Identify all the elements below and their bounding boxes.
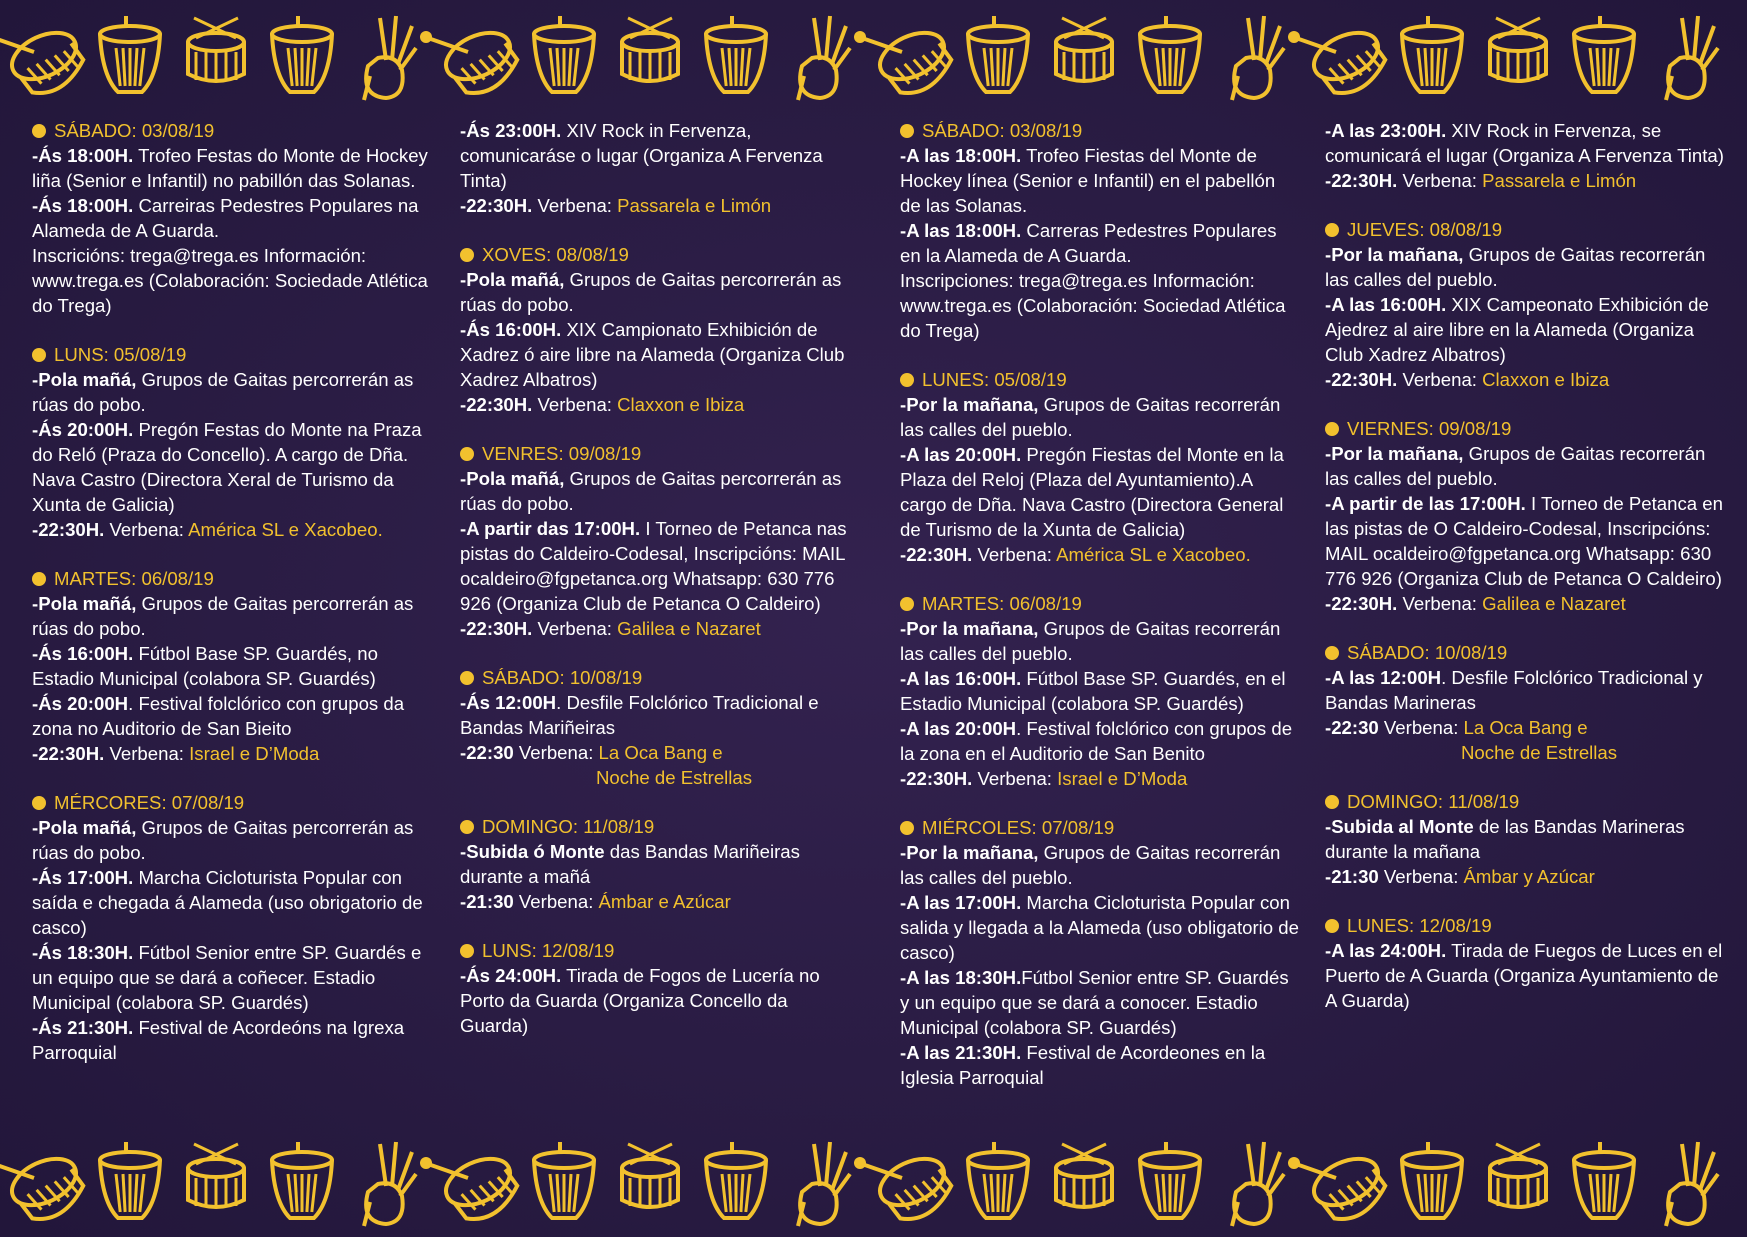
day-heading	[1325, 217, 1725, 242]
instrument-band-top	[0, 6, 1747, 106]
event-description: XIX Campionato Exhibición de Xadrez ó aire libre na Alameda (Organiza Club Xadrez Albatros)	[460, 319, 845, 390]
event-description: de las Bandas Marineras durante la mañana	[1325, 816, 1685, 862]
event-line	[32, 741, 432, 766]
event-time: -22:30	[460, 742, 514, 763]
event-description: Grupos de Gaitas recorrerán las calles del pueblo.	[1325, 443, 1706, 489]
day-heading-text: MIÉRCOLES: 07/08/19	[922, 817, 1115, 838]
event-description: Tirada de Fuegos de Luces en el Puerto de A Guarda (Organiza Ayuntamiento de A Guarda)	[1325, 940, 1723, 1011]
day-heading-text: SÁBADO: 03/08/19	[922, 120, 1083, 141]
day-block	[1325, 640, 1725, 765]
event-time: -A las 16:00H.	[900, 668, 1022, 689]
day-block	[32, 118, 432, 318]
day-block	[900, 118, 1300, 343]
day-heading-text: DOMINGO: 11/08/19	[1347, 791, 1520, 812]
event-line	[32, 815, 432, 865]
bombo-icon	[706, 1142, 766, 1218]
band-name: Claxxon e Ibiza	[1482, 369, 1610, 390]
event-time: -A las 20:00H.	[900, 444, 1022, 465]
event-time: -A las 17:00H.	[900, 892, 1022, 913]
day-heading-text: SÁBADO: 03/08/19	[54, 120, 215, 141]
event-description: Fútbol Senior entre SP. Guardés e un equipo que se dará a coñecer. Estadio Municipal (colabora SP. Guardés)	[32, 942, 422, 1013]
event-description: Verbena:	[104, 519, 189, 540]
event-description: XIV Rock in Fervenza, se comunicará el lugar (Organiza A Fervenza Tinta)	[1325, 120, 1724, 166]
event-description: Carreiras Pedestres Populares na Alameda de A Guarda.	[32, 195, 419, 241]
event-description: Pregón Fiestas del Monte en la Plaza del Reloj (Plaza del Ayuntamiento).A cargo de Dña. Nava Castro (Directora General de Turismo de la Xunta de Galicia)	[900, 444, 1284, 540]
day-block	[460, 938, 860, 1038]
bullet-dot-icon	[900, 597, 914, 611]
bombo-icon	[1140, 16, 1200, 92]
event-line	[1325, 292, 1725, 367]
day-block	[1325, 789, 1725, 889]
day-heading	[1325, 789, 1725, 814]
event-time: -Por la mañana,	[1325, 443, 1464, 464]
bombo-icon	[100, 16, 160, 92]
event-time: -Ás 17:00H.	[32, 867, 134, 888]
bombo-icon	[534, 1142, 594, 1218]
day-block	[460, 118, 860, 218]
column-spanish-2	[1325, 118, 1725, 1037]
day-heading	[900, 367, 1300, 392]
event-time: -Ás 18:30H.	[32, 942, 134, 963]
day-block	[1325, 913, 1725, 1013]
band-name: América SL e Xacobeo.	[188, 519, 383, 540]
event-line	[900, 716, 1300, 766]
event-line	[1325, 938, 1725, 1013]
event-time: -A las 12:00H	[1325, 667, 1442, 688]
day-block	[900, 367, 1300, 567]
event-time: -Ás 12:00H	[460, 692, 557, 713]
event-time: -Subida al Monte	[1325, 816, 1474, 837]
event-description: Verbena:	[972, 768, 1058, 789]
event-time: -Pola mañá,	[32, 817, 137, 838]
event-description: Marcha Cicloturista Popular con saída e chegada á Alameda (uso obrigatorio de casco)	[32, 867, 423, 938]
event-line	[900, 143, 1300, 218]
bullet-dot-icon	[32, 124, 46, 138]
event-description: XIX Campeonato Exhibición de Ajedrez al aire libre en la Alameda (Organiza Club Xadrez Albatros)	[1325, 294, 1709, 365]
event-line	[460, 267, 860, 317]
bullet-dot-icon	[32, 796, 46, 810]
drum-icon	[420, 24, 524, 101]
day-heading	[460, 938, 860, 963]
event-description: Marcha Cicloturista Popular con salida y llegada a la Alameda (uso obligatorio de casco)	[900, 892, 1299, 963]
event-line	[32, 641, 432, 691]
event-description: Grupos de Gaitas recorrerán las calles del pueblo.	[900, 618, 1281, 664]
bombo-icon	[100, 1142, 160, 1218]
event-time: -A las 18:00H.	[900, 145, 1022, 166]
event-description: Verbena:	[532, 618, 618, 639]
bagpipe-icon	[1666, 1142, 1718, 1226]
event-line	[32, 865, 432, 940]
event-description: Grupos de Gaitas percorrerán as rúas do pobo.	[32, 817, 414, 863]
bagpipe-icon	[1232, 1142, 1284, 1226]
day-block	[460, 242, 860, 417]
event-line	[1325, 168, 1725, 193]
bagpipe-icon	[798, 16, 850, 100]
event-description: Verbena:	[1397, 593, 1483, 614]
event-line	[460, 317, 860, 392]
event-line	[1325, 864, 1725, 889]
snare-drum-icon	[188, 18, 244, 81]
event-time: -22:30	[1325, 717, 1379, 738]
event-line	[32, 940, 432, 1015]
day-heading-text: LUNS: 12/08/19	[482, 940, 615, 961]
event-time: -22:30H.	[900, 544, 973, 565]
bullet-dot-icon	[32, 348, 46, 362]
event-line	[900, 392, 1300, 442]
event-line	[460, 690, 860, 740]
event-description: Festival de Acordeones en la Iglesia Parroquial	[900, 1042, 1266, 1088]
event-description: Festival de Acordeóns na Igrexa Parroquial	[32, 1017, 405, 1063]
event-time: -21:30	[1325, 866, 1379, 887]
event-description: . Festival folclórico con grupos da zona no Auditorio de San Bieito	[32, 693, 405, 739]
snare-drum-icon	[1490, 1144, 1546, 1207]
day-heading	[32, 566, 432, 591]
day-heading-text: LUNES: 12/08/19	[1347, 915, 1492, 936]
day-heading	[460, 242, 860, 267]
event-time: -A las 16:00H.	[1325, 294, 1447, 315]
bullet-dot-icon	[1325, 223, 1339, 237]
event-time: -22:30H.	[32, 519, 105, 540]
event-description: XIV Rock in Fervenza, comunicaráse o lugar (Organiza A Fervenza Tinta)	[460, 120, 823, 191]
event-description: Grupos de Gaitas recorrerán las calles del pueblo.	[900, 394, 1281, 440]
event-time: -Pola mañá,	[32, 369, 137, 390]
bullet-dot-icon	[460, 944, 474, 958]
event-line	[460, 466, 860, 516]
day-block	[1325, 217, 1725, 392]
bagpipe-icon	[364, 1142, 416, 1226]
band-name: Noche de Estrellas	[1461, 742, 1618, 763]
event-description: Verbena:	[532, 195, 618, 216]
event-time: -Ás 18:00H.	[32, 195, 134, 216]
drum-icon	[420, 1150, 524, 1227]
event-description: Verbena:	[1397, 369, 1483, 390]
bombo-icon	[968, 16, 1028, 92]
snare-drum-icon	[1056, 18, 1112, 81]
drum-icon	[0, 24, 90, 101]
day-heading-text: JUEVES: 08/08/19	[1347, 219, 1503, 240]
bombo-icon	[968, 1142, 1028, 1218]
event-time: -Ás 20:00H	[32, 693, 129, 714]
event-line	[32, 691, 432, 741]
band-name: Passarela e Limón	[617, 195, 772, 216]
event-line	[460, 765, 860, 790]
bombo-icon	[1140, 1142, 1200, 1218]
event-description: Verbena:	[513, 742, 599, 763]
event-description: Fútbol Base SP. Guardés, en el Estadio Municipal (colabora SP. Guardés)	[900, 668, 1286, 714]
day-heading-text: SÁBADO: 10/08/19	[1347, 642, 1508, 663]
bagpipe-icon	[798, 1142, 850, 1226]
band-name: La Oca Bang e	[1463, 717, 1588, 738]
event-description: I Torneo de Petanca nas pistas do Caldeiro-Codesal, Inscripcións: MAIL ocaldeiro@fgpetanca.org Whatsapp: 630 776 926 (Organiza Club de Petanca O Caldeiro)	[460, 518, 847, 614]
event-time: -Por la mañana,	[1325, 244, 1464, 265]
event-line	[900, 268, 1300, 343]
day-heading-text: XOVES: 08/08/19	[482, 244, 629, 265]
day-heading	[460, 814, 860, 839]
event-time: -22:30H.	[900, 768, 973, 789]
event-description: Verbena:	[1378, 717, 1464, 738]
event-time: -A las 18:30H.	[900, 967, 1022, 988]
event-description: Inscripciones: trega@trega.es Información: www.trega.es (Colaboración: Sociedad Atlética do Trega)	[900, 270, 1286, 341]
day-heading	[460, 441, 860, 466]
event-line	[900, 616, 1300, 666]
day-heading	[900, 118, 1300, 143]
day-block	[900, 815, 1300, 1090]
event-line	[460, 392, 860, 417]
event-time: -A las 21:30H.	[900, 1042, 1022, 1063]
event-line	[460, 118, 860, 193]
bullet-dot-icon	[900, 821, 914, 835]
event-line	[32, 243, 432, 318]
event-description: Verbena:	[1378, 866, 1464, 887]
event-description: Fútbol Base SP. Guardés, no Estadio Municipal (colabora SP. Guardés)	[32, 643, 378, 689]
event-line	[32, 1015, 432, 1065]
event-time: -22:30H.	[1325, 593, 1398, 614]
band-name: Noche de Estrellas	[596, 767, 753, 788]
day-block	[32, 342, 432, 542]
event-description: Trofeo Festas do Monte de Hockey liña (Senior e Infantil) no pabillón das Solanas.	[32, 145, 428, 191]
bombo-icon	[1402, 16, 1462, 92]
event-line	[1325, 367, 1725, 392]
event-time: -A las 20:00H	[900, 718, 1017, 739]
day-heading-text: VIERNES: 09/08/19	[1347, 418, 1512, 439]
event-description: . Festival folclórico con grupos de la zona en el Auditorio de San Benito	[900, 718, 1293, 764]
bullet-dot-icon	[1325, 919, 1339, 933]
event-time: -Por la mañana,	[900, 842, 1039, 863]
band-name: La Oca Bang e	[598, 742, 723, 763]
event-time: -A las 24:00H.	[1325, 940, 1447, 961]
bullet-dot-icon	[460, 671, 474, 685]
event-line	[460, 616, 860, 641]
bombo-icon	[1402, 1142, 1462, 1218]
event-line	[1325, 814, 1725, 864]
snare-drum-icon	[1490, 18, 1546, 81]
event-time: -A partir de las 17:00H.	[1325, 493, 1526, 514]
event-line	[900, 840, 1300, 890]
event-description: Grupos de Gaitas recorrerán las calles del pueblo.	[1325, 244, 1706, 290]
event-line	[460, 193, 860, 218]
drum-icon	[1288, 24, 1392, 101]
event-line	[1325, 242, 1725, 292]
event-line	[32, 367, 432, 417]
event-time: -Subida ó Monte	[460, 841, 605, 862]
snare-drum-icon	[622, 1144, 678, 1207]
event-line	[460, 740, 860, 765]
event-line	[900, 218, 1300, 268]
day-block	[460, 814, 860, 914]
drum-icon	[854, 24, 958, 101]
column-galician-2	[460, 118, 860, 1062]
day-heading	[900, 591, 1300, 616]
bagpipe-icon	[1232, 16, 1284, 100]
event-line	[900, 442, 1300, 542]
event-time: -22:30H.	[1325, 369, 1398, 390]
event-time: -22:30H.	[32, 743, 105, 764]
event-line	[32, 517, 432, 542]
event-time: -Pola mañá,	[460, 269, 565, 290]
event-description: Grupos de Gaitas percorrerán as rúas do pobo.	[460, 468, 842, 514]
day-block	[460, 665, 860, 790]
day-heading	[32, 118, 432, 143]
event-time: -Ás 23:00H.	[460, 120, 562, 141]
band-name: Passarela e Limón	[1482, 170, 1637, 191]
day-heading-text: MARTES: 06/08/19	[922, 593, 1082, 614]
event-time: -Ás 24:00H.	[460, 965, 562, 986]
bombo-icon	[272, 1142, 332, 1218]
event-time: -A las 18:00H.	[900, 220, 1022, 241]
event-line	[900, 666, 1300, 716]
day-heading	[1325, 640, 1725, 665]
day-block	[1325, 416, 1725, 616]
band-name: Israel e D’Moda	[189, 743, 320, 764]
day-heading-text: MÉRCORES: 07/08/19	[54, 792, 245, 813]
bombo-icon	[272, 16, 332, 92]
event-line	[32, 417, 432, 517]
event-description: Grupos de Gaitas percorrerán as rúas do pobo.	[460, 269, 842, 315]
event-description: I Torneo de Petanca en las pistas de O Caldeiro-Codesal, Inscripcións: MAIL ocaldeiro@fgpetanca.org Whatsapp: 630 776 926 (Organiza Club de Petanca O Caldeiro)	[1325, 493, 1723, 589]
bombo-icon	[1574, 1142, 1634, 1218]
event-description: Trofeo Fiestas del Monte de Hockey línea (Senior e Infantil) en el pabellón de las Solanas.	[900, 145, 1276, 216]
event-time: -Ás 21:30H.	[32, 1017, 134, 1038]
day-heading	[32, 790, 432, 815]
event-time: -Pola mañá,	[32, 593, 137, 614]
event-time: -A partir das 17:00H.	[460, 518, 641, 539]
bullet-dot-icon	[1325, 646, 1339, 660]
day-block	[1325, 118, 1725, 193]
day-heading-text: SÁBADO: 10/08/19	[482, 667, 643, 688]
event-time: -22:30H.	[460, 618, 533, 639]
day-heading-text: MARTES: 06/08/19	[54, 568, 214, 589]
drum-icon	[854, 1150, 958, 1227]
band-name: Ámbar y Azúcar	[1463, 866, 1595, 887]
day-heading	[1325, 913, 1725, 938]
event-description: Fútbol Senior entre SP. Guardés y un equipo que se dará a conocer. Estadio Municipal (colabora SP. Guardés)	[900, 967, 1289, 1038]
day-heading-text: LUNES: 05/08/19	[922, 369, 1067, 390]
event-line	[1325, 715, 1725, 740]
day-heading	[1325, 416, 1725, 441]
event-description: Pregón Festas do Monte na Praza do Reló (Praza do Concello). A cargo de Dña. Nava Castro (Directora Xeral de Turismo da Xunta de Galicia)	[32, 419, 422, 515]
day-heading	[460, 665, 860, 690]
event-description: Verbena:	[532, 394, 618, 415]
day-heading	[900, 815, 1300, 840]
event-line	[32, 193, 432, 243]
event-description: Verbena:	[1397, 170, 1483, 191]
day-heading-text: VENRES: 09/08/19	[482, 443, 642, 464]
bullet-dot-icon	[460, 447, 474, 461]
event-time: -21:30	[460, 891, 514, 912]
event-time: -Ás 16:00H.	[32, 643, 134, 664]
event-time: -22:30H.	[460, 394, 533, 415]
day-heading-text: LUNS: 05/08/19	[54, 344, 187, 365]
bombo-icon	[706, 16, 766, 92]
event-description: das Bandas Mariñeiras durante a mañá	[460, 841, 800, 887]
event-line	[1325, 591, 1725, 616]
bullet-dot-icon	[900, 373, 914, 387]
column-spanish-1	[900, 118, 1300, 1114]
day-block	[460, 441, 860, 641]
event-line	[460, 516, 860, 616]
snare-drum-icon	[622, 18, 678, 81]
event-description: Tirada de Fogos de Lucería no Porto da Guarda (Organiza Concello da Guarda)	[460, 965, 820, 1036]
event-line	[1325, 441, 1725, 491]
event-line	[1325, 665, 1725, 715]
event-description: Carreras Pedestres Populares en la Alameda de A Guarda.	[900, 220, 1277, 266]
event-line	[460, 963, 860, 1038]
event-time: -Por la mañana,	[900, 618, 1039, 639]
bombo-icon	[1574, 16, 1634, 92]
day-heading-text: DOMINGO: 11/08/19	[482, 816, 655, 837]
bombo-icon	[534, 16, 594, 92]
event-line	[32, 143, 432, 193]
event-line	[1325, 491, 1725, 591]
event-line	[900, 766, 1300, 791]
band-name: América SL e Xacobeo.	[1056, 544, 1251, 565]
band-name: Ámbar e Azúcar	[598, 891, 731, 912]
snare-drum-icon	[188, 1144, 244, 1207]
event-description: . Desfile Folclórico Tradicional y Bandas Marineras	[1325, 667, 1703, 713]
event-line	[1325, 118, 1725, 168]
event-time: -Ás 20:00H.	[32, 419, 134, 440]
band-name: Galilea e Nazaret	[1482, 593, 1626, 614]
band-name: Israel e D’Moda	[1057, 768, 1188, 789]
band-name: Claxxon e Ibiza	[617, 394, 745, 415]
event-description: Grupos de Gaitas percorrerán as rúas do pobo.	[32, 369, 414, 415]
column-galician-1	[32, 118, 432, 1089]
event-time: -A las 23:00H.	[1325, 120, 1447, 141]
event-description: . Desfile Folclórico Tradicional e Bandas Mariñeiras	[460, 692, 819, 738]
bullet-dot-icon	[1325, 795, 1339, 809]
event-line	[900, 965, 1300, 1040]
bullet-dot-icon	[900, 124, 914, 138]
instrument-band-bottom	[0, 1132, 1747, 1232]
day-block	[900, 591, 1300, 791]
event-description: Verbena:	[104, 743, 190, 764]
bullet-dot-icon	[1325, 422, 1339, 436]
event-time: -Ás 16:00H.	[460, 319, 562, 340]
event-line	[32, 591, 432, 641]
event-description: Grupos de Gaitas percorrerán as rúas do pobo.	[32, 593, 414, 639]
event-time: -Pola mañá,	[460, 468, 565, 489]
event-line	[1325, 740, 1725, 765]
event-description: Verbena:	[972, 544, 1057, 565]
event-description: Grupos de Gaitas recorrerán las calles del pueblo.	[900, 842, 1281, 888]
drum-icon	[0, 1150, 90, 1227]
event-line	[460, 889, 860, 914]
snare-drum-icon	[1056, 1144, 1112, 1207]
bagpipe-icon	[364, 16, 416, 100]
bullet-dot-icon	[32, 572, 46, 586]
day-block	[32, 566, 432, 766]
day-heading	[32, 342, 432, 367]
event-line	[900, 890, 1300, 965]
bagpipe-icon	[1666, 16, 1718, 100]
band-name: Galilea e Nazaret	[617, 618, 761, 639]
day-block	[32, 790, 432, 1065]
bullet-dot-icon	[460, 248, 474, 262]
event-description: Inscricións: trega@trega.es Información: www.trega.es (Colaboración: Sociedade Atlética do Trega)	[32, 245, 428, 316]
event-time: -Ás 18:00H.	[32, 145, 134, 166]
event-time: -22:30H.	[1325, 170, 1398, 191]
event-time: -Por la mañana,	[900, 394, 1039, 415]
drum-icon	[1288, 1150, 1392, 1227]
event-line	[900, 1040, 1300, 1090]
event-time: -22:30H.	[460, 195, 533, 216]
event-description: Verbena:	[513, 891, 599, 912]
bullet-dot-icon	[460, 820, 474, 834]
event-line	[900, 542, 1300, 567]
event-line	[460, 839, 860, 889]
